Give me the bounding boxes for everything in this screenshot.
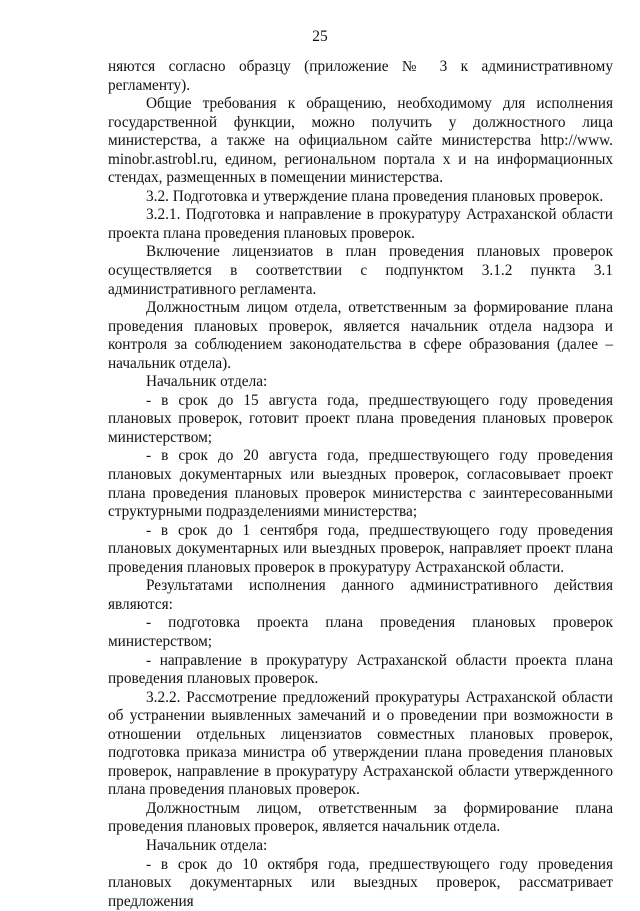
section-heading-3-2: 3.2. Подготовка и утверждение плана проведения плановых проверок. [146,187,604,205]
paragraph-responsible-official-2: Должностным лицом, ответственным за формирование плана проведения плановых проверок, является начальник отдела. [108,799,613,836]
subsection-heading-3-2-2: 3.2.2. Рассмотрение предложений прокуратуры Астраханской области об устранении выявленных замечаний и о проведении при возможности в отношении отдельных лицензиатов совместных плановых проверок, подготовка приказа министра об утверждении плана проведения плановых проверок, направление в прокуратуру Астраханской области утвержденного плана проведения плановых проверок. [108,688,613,799]
list-item-october-10: - в срок до 10 октября года, предшествующего году проведения плановых документарных или выездных проверок, рассматривает предложения [108,855,613,910]
list-item-sending: - направление в прокуратуру Астраханской области проекта плана проведения плановых проверок. [108,651,613,688]
paragraph-results: Результатами исполнения данного административного действия являются: [108,577,613,613]
subsection-heading-3-2-1: 3.2.1. Подготовка и направление в прокуратуру Астраханской области проекта плана проведения плановых проверок. [108,206,613,242]
list-item-august-20: - в срок до 20 августа года, предшествующего году проведения плановых документарных или выездных проверок, согласовывает проект плана проведения плановых проверок министерства с заинтересованными структурными подразделениями министерства; [108,447,613,521]
list-item-august-15: - в срок до 15 августа года, предшествующего году проведения плановых проверок, готовит проект плана проведения плановых проверок министерством; [108,391,613,446]
paragraph-responsible-official: Должностным лицом отдела, ответственным за формирование плана проведения плановых проверок, является начальник отдела надзора и контроля за соблюдением законодательства в сфере образования (далее – начальник отдела). [108,299,613,372]
page-number: 25 [312,28,328,45]
list-item-preparation: - подготовка проекта плана проведения плановых проверок министерством; [108,614,613,650]
paragraph-general-requirements: Общие требования к обращению, необходимому для исполнения государственной функции, можно получить у должностного лица министерства, а также на официальном сайте министерства http://www. minobr.astrobl.ru, едином, региональном портала x и на информационных стендах, размещенных в помещении министерства. [108,95,613,187]
paragraph-continuation: няются согласно образцу (приложение № 3 к административному регламенту). [108,58,613,94]
paragraph-head-of-department-2: Начальник отдела: [146,836,268,854]
paragraph-inclusion: Включение лицензиатов в план проведения плановых проверок осуществляется в соответствии с подпунктом 3.1.2 пункта 3.1 административного регламента. [108,243,613,298]
paragraph-head-of-department: Начальник отдела: [146,373,268,391]
body-text [108,58,613,911]
list-item-september-1: - в срок до 1 сентября года, предшествующего году проведения плановых документарных или выездных проверок, направляет проект плана проведения плановых проверок в прокуратуру Астраханской области. [108,521,613,576]
